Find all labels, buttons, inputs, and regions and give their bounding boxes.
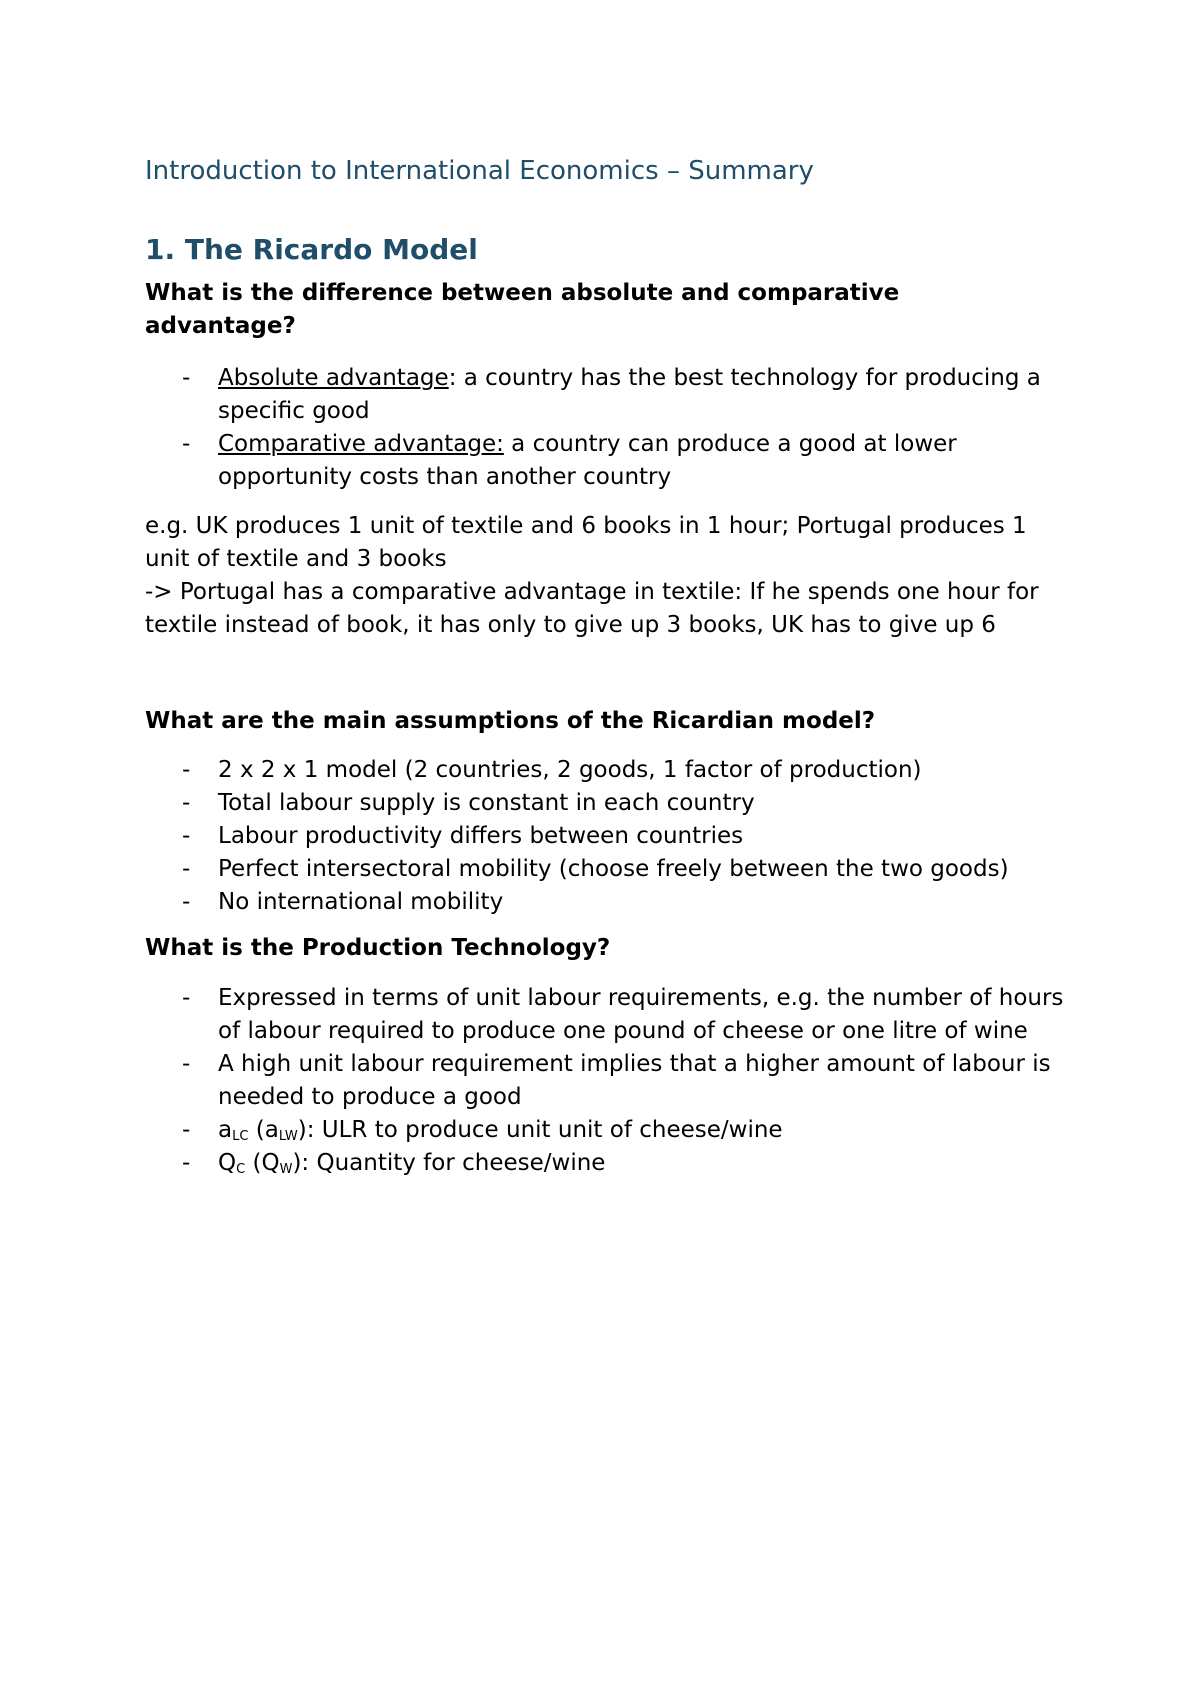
list-item <box>145 362 1075 428</box>
production-technology-list <box>145 982 1075 1180</box>
list-item <box>145 1147 1075 1180</box>
definition-text: : a country has the best technology for producing a specific good <box>218 365 1041 424</box>
section-heading: 1. The Ricardo Model <box>145 233 478 266</box>
bullet-dash: - <box>182 1051 191 1077</box>
term-absolute-advantage: Absolute advantage <box>218 365 449 391</box>
bullet-dash: - <box>182 790 191 816</box>
bullet-dash: - <box>182 985 191 1011</box>
question-ricardian-assumptions: What are the main assumptions of the Ricardian model? <box>145 708 876 734</box>
list-item <box>145 853 1075 886</box>
bullet-dash: - <box>182 757 191 783</box>
list-item <box>145 1048 1075 1114</box>
list-item-text: ): ULR to produce unit unit of cheese/wine <box>297 1117 783 1143</box>
list-item <box>145 787 1075 820</box>
list-item-text: Perfect intersectoral mobility (choose freely between the two goods) <box>218 856 1009 882</box>
bullet-dash: - <box>182 823 191 849</box>
bullet-dash: - <box>182 1117 191 1143</box>
symbol-q: Q <box>218 1150 237 1176</box>
document-title: Introduction to International Economics – Summary <box>145 156 814 186</box>
list-item <box>145 1114 1075 1147</box>
subscript-w: W <box>279 1162 293 1177</box>
list-item-text: Total labour supply is constant in each country <box>218 790 755 816</box>
symbol-q-open: (Q <box>245 1150 280 1176</box>
advantage-definitions-list <box>145 362 1075 494</box>
list-item-text: A high unit labour requirement implies that a higher amount of labour is needed to produce a good <box>218 1051 1051 1110</box>
question-production-technology: What is the Production Technology? <box>145 935 611 961</box>
definition-text: a country can produce a good at lower opportunity costs than another country <box>218 431 957 490</box>
list-item <box>145 982 1075 1048</box>
list-item <box>145 754 1075 787</box>
list-item-text: Labour productivity differs between countries <box>218 823 744 849</box>
list-item <box>145 428 1075 494</box>
example-paragraph: e.g. UK produces 1 unit of textile and 6 books in 1 hour; Portugal produces 1 unit of textile and 3 books <box>145 513 1027 572</box>
conclusion-paragraph: -> Portugal has a comparative advantage in textile: If he spends one hour for textile instead of book, it has only to give up 3 books, UK has to give up 6 <box>145 579 1039 638</box>
assumptions-list <box>145 754 1075 919</box>
list-item-text: 2 x 2 x 1 model (2 countries, 2 goods, 1 factor of production) <box>218 757 922 783</box>
bullet-dash: - <box>182 889 191 915</box>
subscript-lc: LC <box>232 1129 249 1144</box>
list-item <box>145 886 1075 919</box>
list-item-text: Expressed in terms of unit labour requirements, e.g. the number of hours of labour required to produce one pound of cheese or one litre of wine <box>218 985 1064 1044</box>
list-item-text: ): Quantity for cheese/wine <box>292 1150 606 1176</box>
symbol-a-open: (a <box>248 1117 279 1143</box>
term-comparative-advantage: Comparative advantage: <box>218 431 504 457</box>
subscript-c: C <box>236 1162 246 1177</box>
question-absolute-vs-comparative: What is the difference between absolute and comparative advantage? <box>145 280 900 339</box>
bullet-dash: - <box>182 856 191 882</box>
bullet-dash: - <box>182 365 191 391</box>
list-item-text: No international mobility <box>218 889 504 915</box>
bullet-dash: - <box>182 431 191 457</box>
bullet-dash: - <box>182 1150 191 1176</box>
subscript-lw: LW <box>278 1129 298 1144</box>
list-item <box>145 820 1075 853</box>
symbol-a: a <box>218 1117 233 1143</box>
